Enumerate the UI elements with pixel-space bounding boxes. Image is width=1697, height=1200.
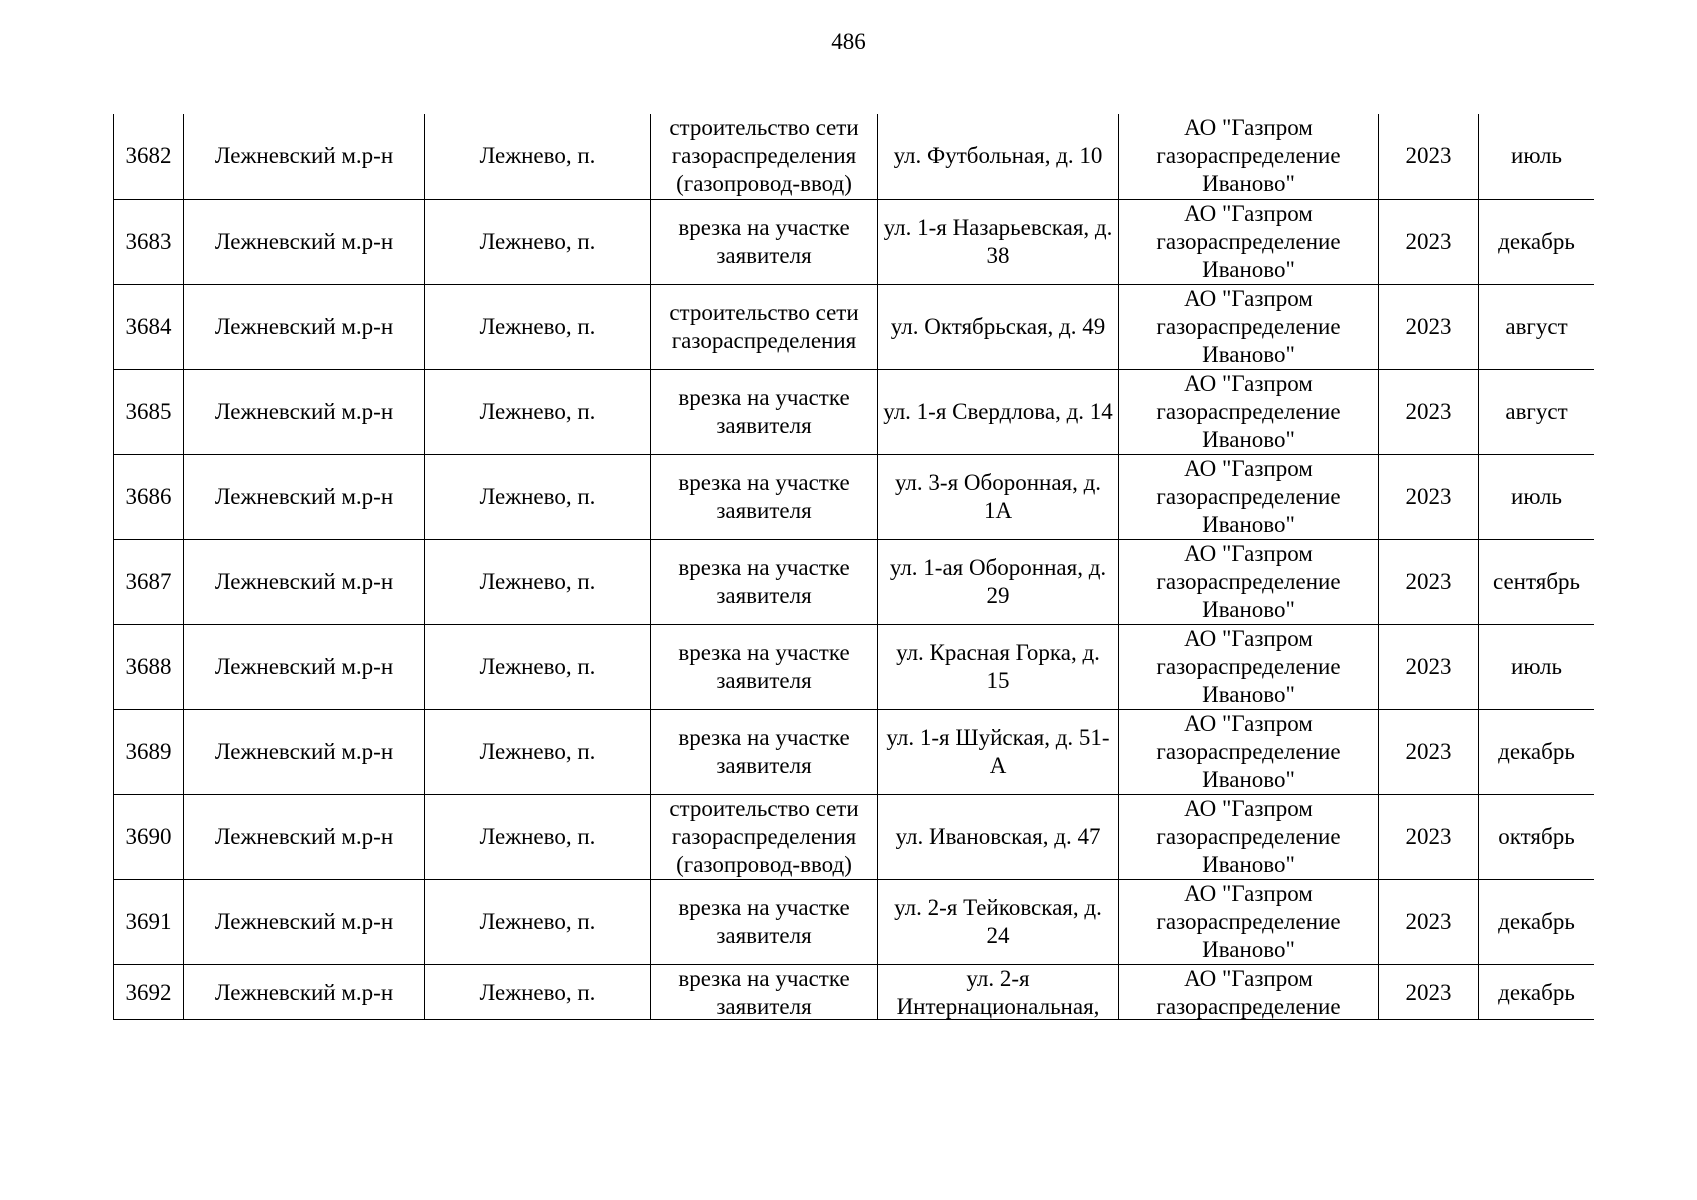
address-cell: ул. 3-я Оборонная, д. 1А [878, 454, 1119, 539]
year-cell: 2023 [1379, 624, 1479, 709]
table-row [114, 369, 1595, 454]
district-cell: Лежневский м.р-н [184, 709, 425, 794]
organization-cell: АО "Газпром газораспределение Иваново" [1119, 879, 1379, 964]
district-cell: Лежневский м.р-н [184, 539, 425, 624]
organization-cell: АО "Газпром газораспределение Иваново" [1119, 284, 1379, 369]
month-cell: август [1479, 369, 1595, 454]
year-cell: 2023 [1379, 794, 1479, 879]
month-cell: июль [1479, 624, 1595, 709]
row-number: 3682 [114, 114, 184, 199]
work-type-cell: строительство сети газораспределения (газопровод-ввод) [651, 794, 878, 879]
month-cell: декабрь [1479, 964, 1595, 1020]
table-row [114, 964, 1595, 1020]
organization-cell: АО "Газпром газораспределение Иваново" [1119, 369, 1379, 454]
settlement-cell: Лежнево, п. [425, 624, 651, 709]
district-cell: Лежневский м.р-н [184, 369, 425, 454]
district-cell: Лежневский м.р-н [184, 624, 425, 709]
month-cell: август [1479, 284, 1595, 369]
work-type-cell: врезка на участке заявителя [651, 709, 878, 794]
work-type-cell: строительство сети газораспределения (газопровод-ввод) [651, 114, 878, 199]
year-cell: 2023 [1379, 709, 1479, 794]
settlement-cell: Лежнево, п. [425, 964, 651, 1020]
row-number: 3686 [114, 454, 184, 539]
table-row [114, 794, 1595, 879]
row-number: 3688 [114, 624, 184, 709]
work-type-cell: врезка на участке заявителя [651, 539, 878, 624]
work-type-cell: строительство сети газораспределения [651, 284, 878, 369]
settlement-cell: Лежнево, п. [425, 794, 651, 879]
address-cell: ул. Футбольная, д. 10 [878, 114, 1119, 199]
work-type-cell: врезка на участке заявителя [651, 454, 878, 539]
settlement-cell: Лежнево, п. [425, 369, 651, 454]
month-cell: июль [1479, 454, 1595, 539]
row-number: 3685 [114, 369, 184, 454]
work-type-cell: врезка на участке заявителя [651, 879, 878, 964]
row-number: 3684 [114, 284, 184, 369]
table-row [114, 879, 1595, 964]
address-cell: ул. 1-я Шуйская, д. 51-А [878, 709, 1119, 794]
registry-table [113, 114, 1594, 1020]
organization-cell: АО "Газпром газораспределение Иваново" [1119, 199, 1379, 284]
settlement-cell: Лежнево, п. [425, 114, 651, 199]
year-cell: 2023 [1379, 964, 1479, 1020]
year-cell: 2023 [1379, 539, 1479, 624]
settlement-cell: Лежнево, п. [425, 879, 651, 964]
row-number: 3689 [114, 709, 184, 794]
table-row [114, 709, 1595, 794]
district-cell: Лежневский м.р-н [184, 284, 425, 369]
district-cell: Лежневский м.р-н [184, 794, 425, 879]
address-cell: ул. Ивановская, д. 47 [878, 794, 1119, 879]
district-cell: Лежневский м.р-н [184, 454, 425, 539]
work-type-cell: врезка на участке заявителя [651, 369, 878, 454]
year-cell: 2023 [1379, 879, 1479, 964]
table-row [114, 454, 1595, 539]
organization-cell: АО "Газпром газораспределение Иваново" [1119, 454, 1379, 539]
month-cell: декабрь [1479, 879, 1595, 964]
settlement-cell: Лежнево, п. [425, 454, 651, 539]
month-cell: октябрь [1479, 794, 1595, 879]
address-cell: ул. 1-я Свердлова, д. 14 [878, 369, 1119, 454]
row-number: 3687 [114, 539, 184, 624]
organization-cell: АО "Газпром газораспределение Иваново" [1119, 794, 1379, 879]
year-cell: 2023 [1379, 284, 1479, 369]
district-cell: Лежневский м.р-н [184, 879, 425, 964]
year-cell: 2023 [1379, 369, 1479, 454]
row-number: 3691 [114, 879, 184, 964]
organization-cell: АО "Газпром газораспределение Иваново" [1119, 709, 1379, 794]
month-cell: декабрь [1479, 199, 1595, 284]
month-cell: сентябрь [1479, 539, 1595, 624]
organization-cell: АО "Газпром газораспределение [1119, 964, 1379, 1020]
table-row [114, 284, 1595, 369]
address-cell: ул. 1-ая Оборонная, д. 29 [878, 539, 1119, 624]
address-cell: ул. Красная Горка, д. 15 [878, 624, 1119, 709]
table-row [114, 199, 1595, 284]
table-row [114, 114, 1595, 199]
row-number: 3683 [114, 199, 184, 284]
organization-cell: АО "Газпром газораспределение Иваново" [1119, 624, 1379, 709]
settlement-cell: Лежнево, п. [425, 709, 651, 794]
month-cell: декабрь [1479, 709, 1595, 794]
settlement-cell: Лежнево, п. [425, 284, 651, 369]
address-cell: ул. 2-я Тейковская, д. 24 [878, 879, 1119, 964]
district-cell: Лежневский м.р-н [184, 964, 425, 1020]
row-number: 3690 [114, 794, 184, 879]
district-cell: Лежневский м.р-н [184, 199, 425, 284]
year-cell: 2023 [1379, 454, 1479, 539]
address-cell: ул. 1-я Назарьевская, д. 38 [878, 199, 1119, 284]
address-cell: ул. 2-я Интернациональная, [878, 964, 1119, 1020]
district-cell: Лежневский м.р-н [184, 114, 425, 199]
year-cell: 2023 [1379, 114, 1479, 199]
organization-cell: АО "Газпром газораспределение Иваново" [1119, 539, 1379, 624]
table-row [114, 624, 1595, 709]
month-cell: июль [1479, 114, 1595, 199]
address-cell: ул. Октябрьская, д. 49 [878, 284, 1119, 369]
year-cell: 2023 [1379, 199, 1479, 284]
settlement-cell: Лежнево, п. [425, 199, 651, 284]
organization-cell: АО "Газпром газораспределение Иваново" [1119, 114, 1379, 199]
registry-table-container [113, 114, 1594, 1020]
work-type-cell: врезка на участке заявителя [651, 964, 878, 1020]
settlement-cell: Лежнево, п. [425, 539, 651, 624]
work-type-cell: врезка на участке заявителя [651, 624, 878, 709]
row-number: 3692 [114, 964, 184, 1020]
page-number: 486 [831, 29, 866, 54]
work-type-cell: врезка на участке заявителя [651, 199, 878, 284]
table-row [114, 539, 1595, 624]
